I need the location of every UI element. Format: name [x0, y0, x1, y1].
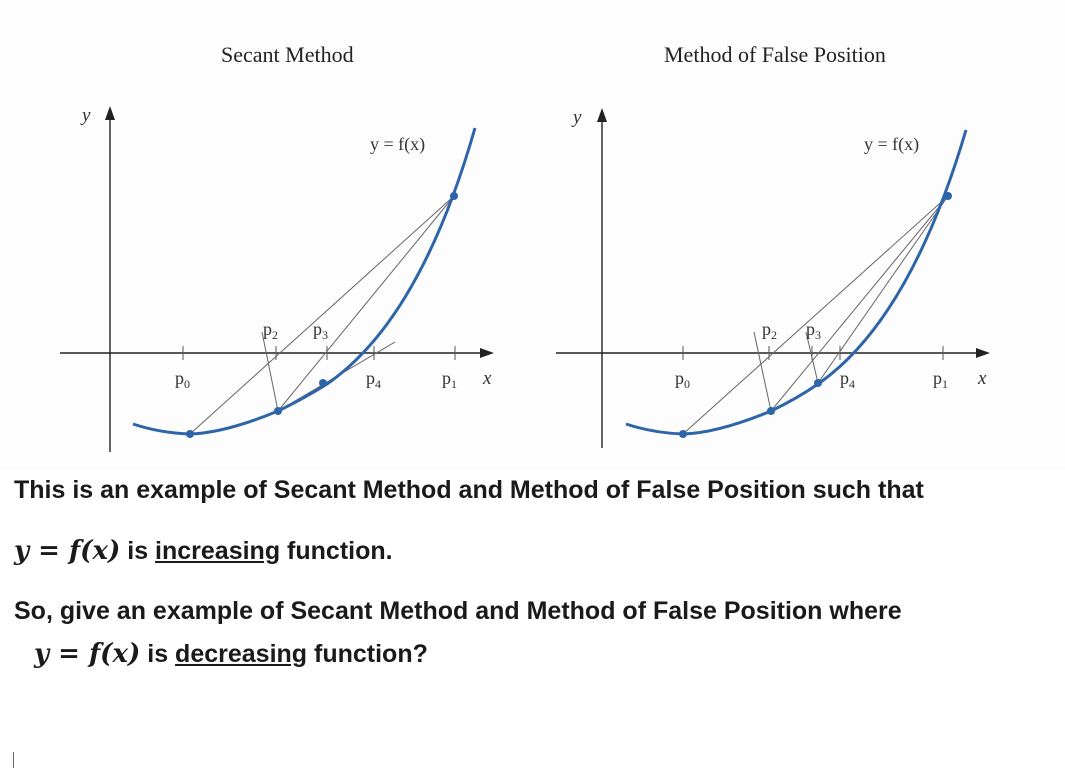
curve-point — [944, 192, 952, 200]
curve-point — [767, 407, 775, 415]
false-position-title: Method of False Position — [664, 42, 886, 67]
x-axis-arrow — [976, 348, 990, 358]
x-axis-label: x — [483, 368, 492, 389]
secant-line-p2-p1 — [771, 196, 948, 411]
keyword-increasing: increasing — [155, 537, 281, 565]
secant-line-p0-p1 — [683, 196, 948, 434]
secant-line-p3-p1 — [818, 196, 948, 383]
function-text: function. — [280, 537, 393, 565]
curve-point — [274, 407, 282, 415]
is-text: is — [140, 640, 176, 668]
label-p1: $p_1$ — [442, 368, 457, 391]
text-cursor — [13, 752, 14, 768]
curve-label: y = f(x) — [370, 134, 426, 154]
function-expression: y = f(x) — [34, 639, 141, 669]
secant-panel — [60, 105, 494, 452]
function-curve — [626, 130, 966, 434]
false-position-panel — [556, 107, 990, 448]
curve-point — [186, 430, 194, 438]
keyword-decreasing: decreasing — [175, 640, 308, 668]
curve-point — [679, 430, 687, 438]
label-p4: $p_4$ — [840, 368, 855, 391]
question-line-1: This is an example of Secant Method and Method of False Position such that — [14, 476, 924, 504]
label-p0: $p_0$ — [175, 368, 190, 391]
function-expression: y = f(x) — [14, 536, 121, 566]
secant-helper-line — [754, 332, 771, 411]
curve-label: y = f(x) — [864, 134, 920, 154]
label-p2: $p_2$ — [762, 319, 777, 342]
function-text: function? — [307, 640, 428, 668]
y-axis-arrow — [105, 106, 115, 120]
curve-point — [319, 379, 327, 387]
y-axis-arrow — [597, 108, 607, 122]
y-axis-label: y — [82, 105, 91, 126]
question-line-2 — [14, 536, 393, 566]
label-p1: $p_1$ — [933, 368, 948, 391]
y-axis-label: y — [573, 107, 582, 128]
secant-helper-line — [262, 332, 278, 411]
is-text: is — [120, 537, 156, 565]
label-p3: $p_3$ — [313, 319, 328, 342]
curve-point — [814, 379, 822, 387]
x-axis-arrow — [480, 348, 494, 358]
label-p2: $p_2$ — [263, 319, 278, 342]
x-axis-label: x — [978, 368, 987, 389]
question-line-4 — [34, 639, 428, 669]
label-p0: $p_0$ — [675, 368, 690, 391]
label-p3: $p_3$ — [806, 319, 821, 342]
curve-point — [450, 192, 458, 200]
label-p4: $p_4$ — [366, 368, 381, 391]
secant-method-title: Secant Method — [221, 42, 354, 67]
secant-line-p0-p1 — [190, 196, 454, 434]
question-line-3: So, give an example of Secant Method and Method of False Position where — [14, 597, 902, 625]
